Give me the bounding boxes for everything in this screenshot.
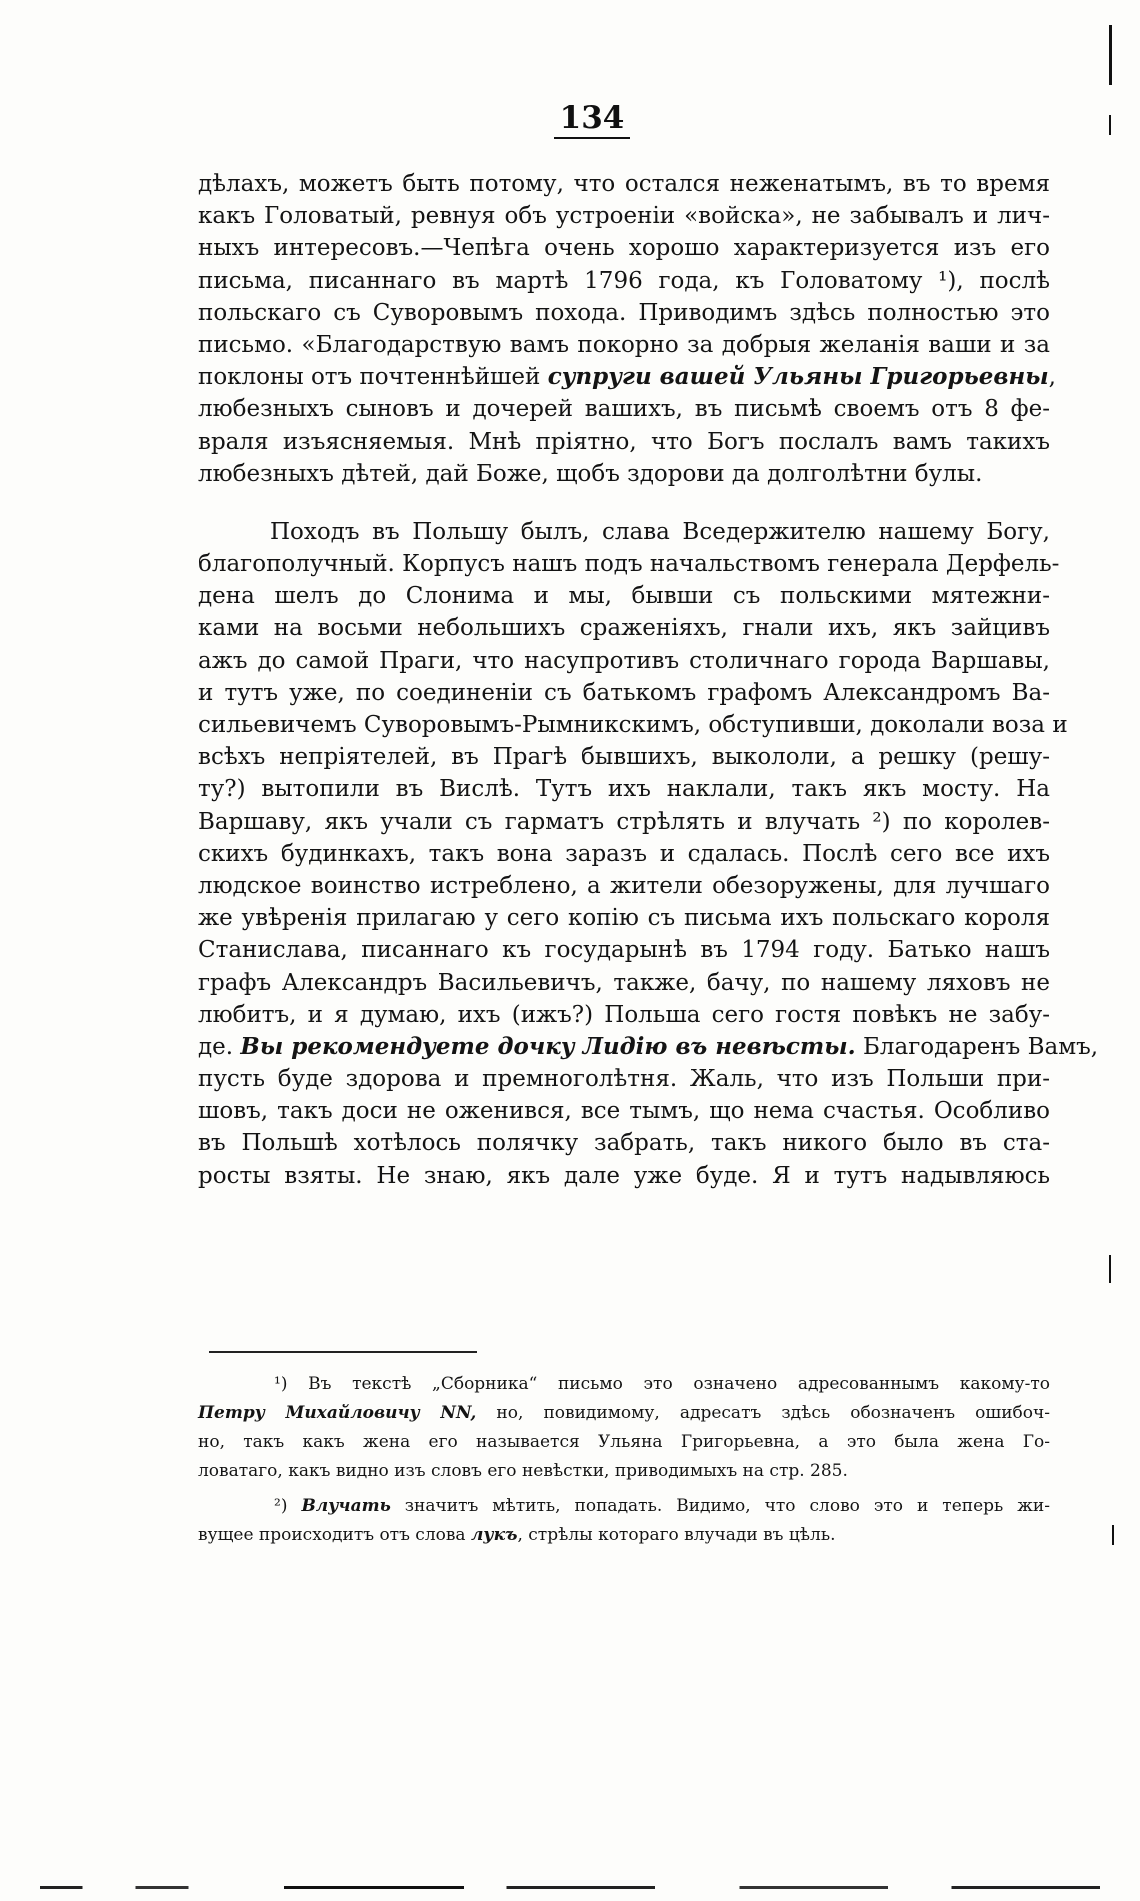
text-line: ловатаго, какъ видно изъ словъ его невѣстки, приводимыхъ на стр. 285. xyxy=(198,1461,848,1481)
paragraph-letter-body xyxy=(198,516,1099,1192)
text-line: любезныхъ дѣтей, дай Боже, щобъ здорови да долголѣтни булы. xyxy=(198,460,983,487)
text-line: Походъ въ Польшу былъ, слава Вседержителю нашему Богу, xyxy=(270,518,1050,545)
text-line: какъ Головатый, ревнуя объ устроеніи «войска», не забывалъ и лич- xyxy=(198,203,1050,230)
text-line: любитъ, и я думаю, ихъ (ижъ?) Польша сего гостя повѣкъ не забу- xyxy=(198,1001,1050,1028)
text-line: всѣхъ непріятелей, въ Прагѣ бывшихъ, выкололи, а решку (решу- xyxy=(198,744,1050,771)
text-line: Петру Михайловичу NN, но, повидимому, адресатъ здѣсь обозначенъ ошибоч- xyxy=(198,1403,1050,1423)
text-line: Станислава, писаннаго къ государынѣ въ 1794 году. Батько нашъ xyxy=(198,937,1050,964)
text-line: ту?) вытопили въ Вислѣ. Тутъ ихъ наклали, такъ якъ мосту. На xyxy=(198,776,1050,803)
text-line: росты взяты. Не знаю, якъ дале уже буде. Я и тутъ надывляюсь xyxy=(198,1162,1050,1189)
text-line: шовъ, такъ доси не оженився, все тымъ, що нема счастья. Особливо xyxy=(198,1098,1050,1125)
footnote-rule xyxy=(209,1351,477,1353)
text-line: любезныхъ сыновъ и дочерей вашихъ, въ письмѣ своемъ отъ 8 фе- xyxy=(198,396,1050,423)
text-line: ками на восьми небольшихъ сраженіяхъ, гнали ихъ, якъ зайцивъ xyxy=(198,615,1050,642)
page-number: 134 xyxy=(554,100,631,139)
text-line: ²) Влучать значитъ мѣтить, попадать. Видимо, что слово это и теперь жи- xyxy=(274,1496,1050,1516)
text-line: благополучный. Корпусъ нашъ подъ начальствомъ генерала Дерфель- xyxy=(198,551,1060,578)
text-line: Варшаву, якъ учали съ гарматъ стрѣлять и влучать ²) по королев- xyxy=(198,808,1050,835)
text-line: письма, писаннаго въ мартѣ 1796 года, къ Головатому ¹), послѣ xyxy=(198,267,1050,294)
text-line: письмо. «Благодарствую вамъ покорно за добрыя желанія ваши и за xyxy=(198,331,1050,358)
text-line: въ Польшѣ хотѣлось полячку забрать, такъ никого было въ ста- xyxy=(198,1130,1050,1157)
text-line: дѣлахъ, можетъ быть потому, что остался неженатымъ, въ то время xyxy=(198,171,1050,197)
paragraph-letter-intro xyxy=(198,168,1056,490)
scan-edge-mark xyxy=(1109,1255,1111,1283)
text-line: дена шелъ до Слонима и мы, бывши съ польскими мятежни- xyxy=(198,583,1050,610)
text-line: но, такъ какъ жена его называется Ульяна Григорьевна, а это была жена Го- xyxy=(198,1432,1050,1452)
text-line: и тутъ уже, по соединеніи съ батькомъ графомъ Александромъ Ва- xyxy=(198,679,1050,706)
footnotes xyxy=(198,1370,1050,1550)
text-line: поклоны отъ почтеннѣйшей супруги вашей Ульяны Григорьевны, xyxy=(198,363,1056,391)
text-line: ажъ до самой Праги, что насупротивъ столичнаго города Варшавы, xyxy=(198,647,1050,674)
text-line: же увѣренія прилагаю у сего копію съ письма ихъ польскаго короля xyxy=(198,905,1050,932)
text-line: ¹) Въ текстѣ „Сборника“ письмо это означено адресованнымъ какому-то xyxy=(274,1374,1050,1394)
text-line: польскаго съ Суворовымъ похода. Приводимъ здѣсь полностью это xyxy=(198,299,1050,326)
footnote-1 xyxy=(198,1370,1050,1486)
text-line: враля изъясняемыя. Мнѣ пріятно, что Богъ послалъ вамъ такихъ xyxy=(198,428,1050,455)
footnote-2 xyxy=(198,1492,1050,1550)
text-line: пусть буде здорова и премноголѣтня. Жаль, что изъ Польши при- xyxy=(198,1066,1050,1093)
text-line: ныхъ интересовъ.—Чепѣга очень хорошо характеризуется изъ его xyxy=(198,235,1050,262)
body-text xyxy=(198,168,1099,1192)
text-line: людское воинство истреблено, а жители обезоружены, для лучшаго xyxy=(198,872,1050,899)
text-line: вущее происходитъ отъ слова лукъ, стрѣлы котораго влучади въ цѣль. xyxy=(198,1525,836,1545)
text-line: де. Вы рекомендуете дочку Лидію въ невѣсты. Благодаренъ Вамъ, xyxy=(198,1032,1099,1060)
scan-edge-mark xyxy=(1112,1525,1114,1545)
scan-bottom-noise xyxy=(40,1886,1100,1889)
scan-edge-mark xyxy=(1109,25,1112,85)
text-line: графъ Александръ Васильевичъ, также, бачу, по нашему ляховъ не xyxy=(198,969,1050,996)
text-line: сильевичемъ Суворовымъ-Рымникскимъ, обступивши, доколали воза и xyxy=(198,712,1068,738)
page-number-header xyxy=(0,100,1140,139)
text-line: скихъ будинкахъ, такъ вона заразъ и сдалась. Послѣ сего все ихъ xyxy=(198,840,1050,867)
